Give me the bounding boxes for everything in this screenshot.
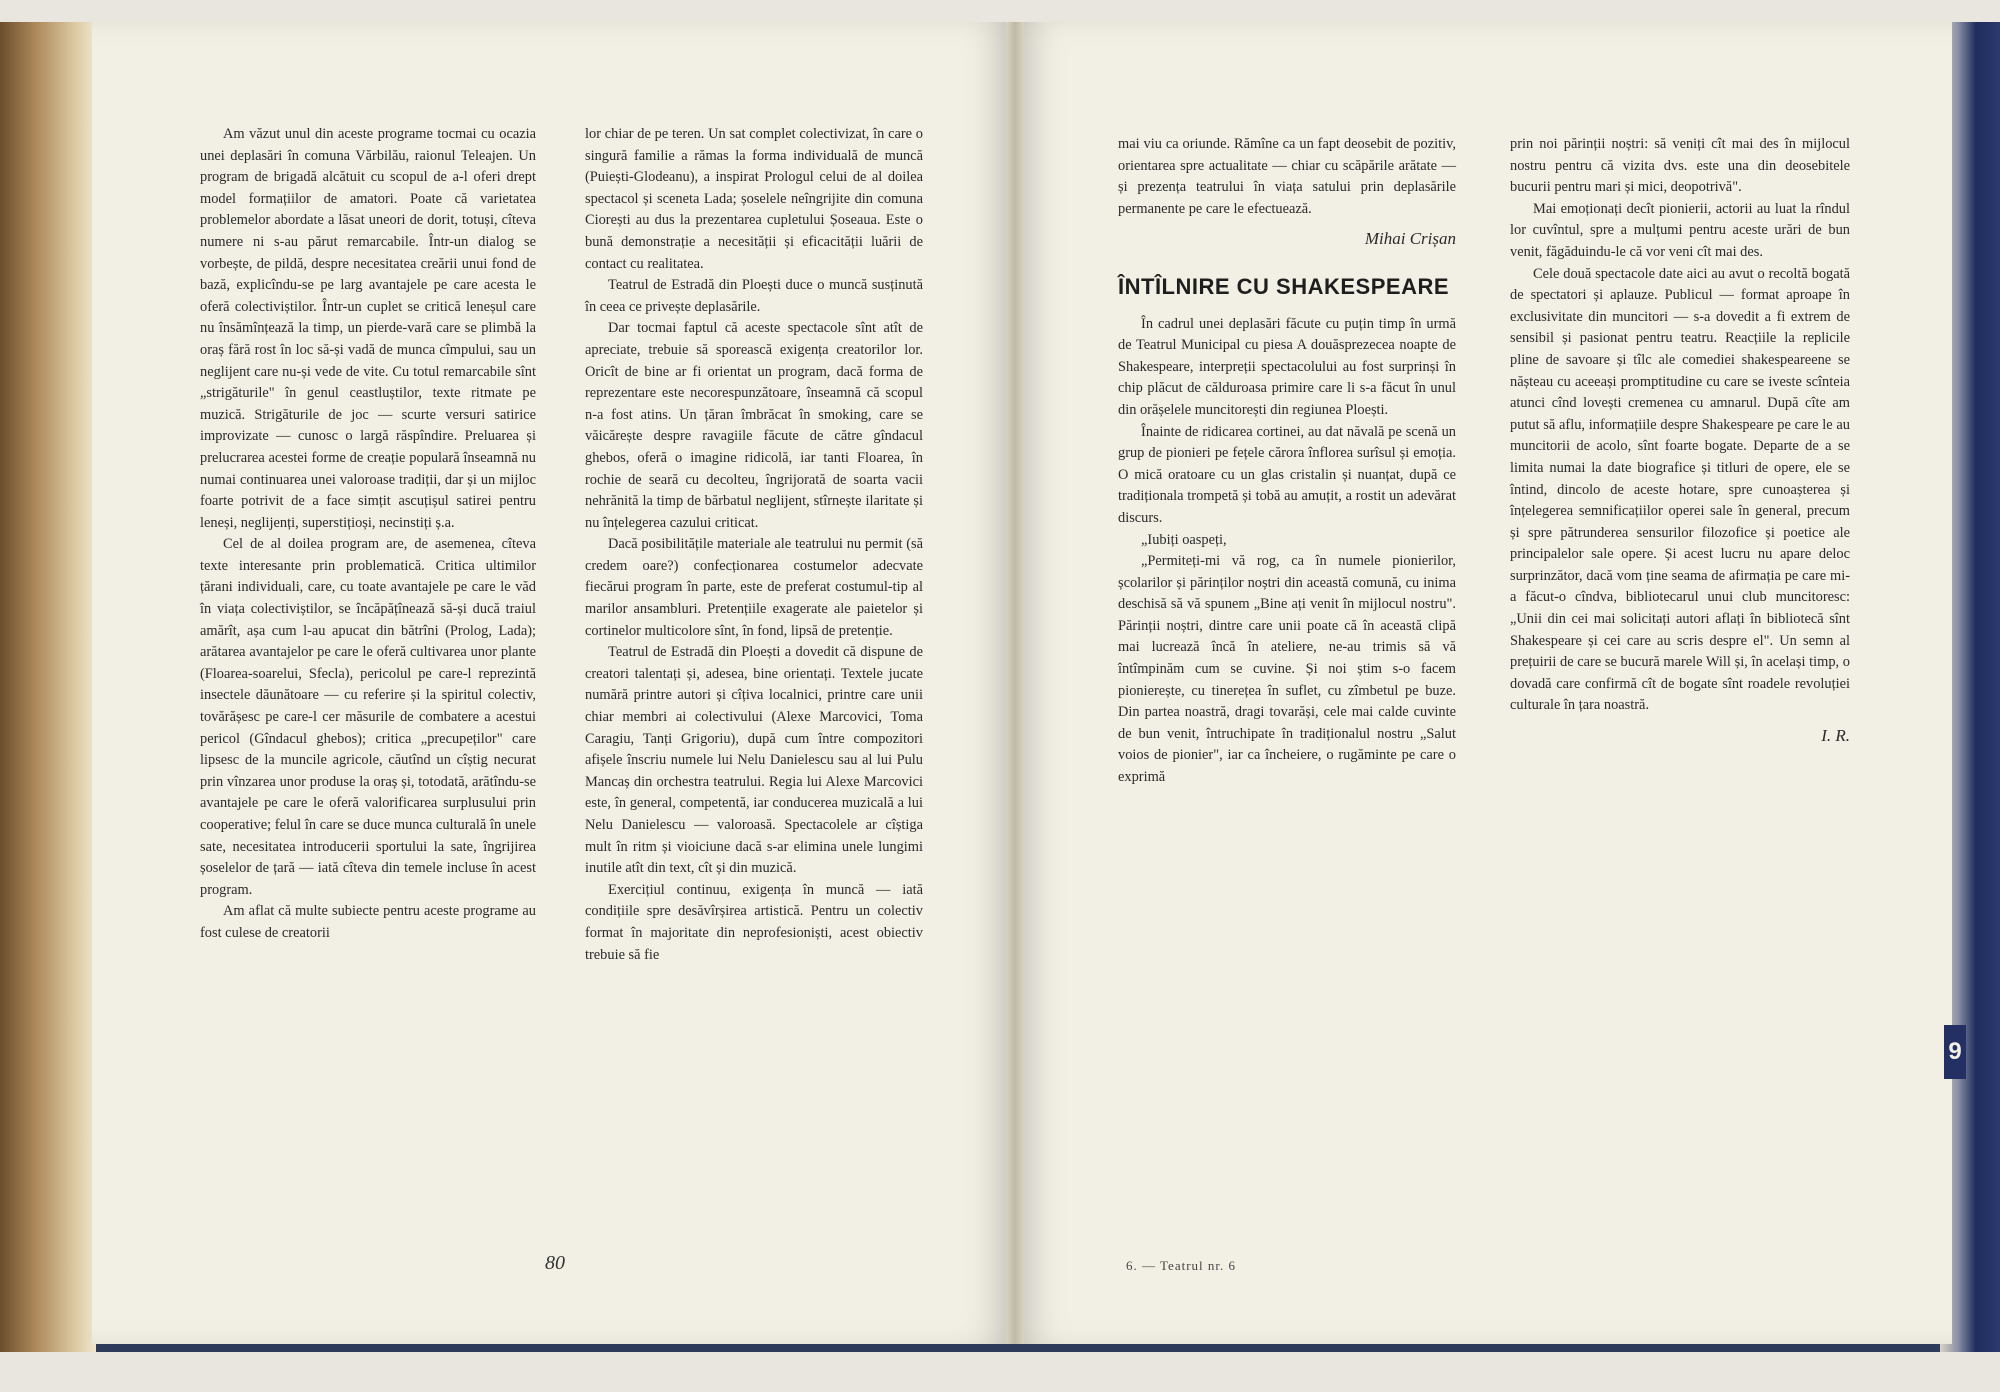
left-page-column-2 [585, 124, 923, 966]
paragraph: lor chiar de pe teren. Un sat complet colectivizat, în care o singură familie a rămas la forma individuală de muncă (Puiești-Glodeanu), a inspirat Prologul celui de al doilea spectacol și sceneta Lada; șoselele neîngrijite din comuna Ciorești au dus la prezentarea cupletului Șoseaua. Este o bună demonstrație a necesității și eficacității luării de contact cu realitatea. [585, 126, 923, 272]
paragraph: Dar tocmai faptul că aceste spectacole sînt atît de apreciate, trebuie să sporească exigența creatorilor lor. Oricît de bine ar fi orientat un program, dacă forma de reprezentare este necorespunzătoare, înseamnă că scopul n-a fost atins. Un țăran îmbrăcat în smoking, care se văicărește despre ravagiile făcute de către gîndacul ghebos, oferă o imagine ridicolă, iar tanti Floarea, în rochie de seară cu decolteu, îngrijorată de soarta vacii nehrănită la timp de bărbatul neglijent, stîrnește ilaritate și nu înțelegerea cazului criticat. [585, 320, 923, 531]
paragraph: Am aflat că multe subiecte pentru aceste programe au fost culese de creatorii [200, 903, 536, 941]
paragraph: Dacă posibilitățile materiale ale teatrului nu permit (să credem oare?) confecționarea costumelor adecvate fiecărui program în parte, este de preferat costumul-tip al marilor ansambluri. Pretențiile exagerate ale paietelor și cortinelor multicolore sînt, în fond, lipsă de pretenție. [585, 536, 923, 639]
paragraph: „Permiteți-mi vă rog, ca în numele pionierilor, școlarilor și părinților noștri din această comună, cu inima deschisă să vă spunem „Bine ați venit în mijlocul nostru". Părinții noștri, dintre care unii poate că în această clipă mai lucrează încă în ateliere, ne-au trimis să vă întîmpinăm cum se cuvine. Și noi știm s-o facem pionierește, cu tinerețea în suflet, cu zîmbetul pe buze. Din partea noastră, dragi tovarăși, cele mai calde cuvinte de bun venit, întruchipate în tradiționalul nostru „Salut voios de pionier", iar ca încheiere, o rugăminte pe care o exprimă [1118, 553, 1456, 786]
article-title: ÎNTÎLNIRE CU SHAKESPEARE [1118, 273, 1450, 299]
author-initials: I. R. [1821, 726, 1850, 746]
book-gutter [1006, 22, 1024, 1344]
paragraph: Teatrul de Estradă din Ploești a dovedit că dispune de creatori talentați și, adesea, bine orientați. Textele jucate numără printre autori și cîțiva localnici, printre care unii chiar membri ai colectivului (Alexe Marcovici, Toma Caragiu, Tanți Grigoriu), după cum între compozitori afișele înscriu numele lui Nelu Danielescu sau al lui Pulu Mancaș din orchestra teatrului. Regia lui Alexe Marcovici este, în general, competentă, iar conducerea muzicală a lui Nelu Danielescu — valoroasă. Spectacolele ar cîștiga mult în ritm și vioiciune dacă s-ar elimina unele lungimi inutile atît din text, cît și din muzică. [585, 644, 923, 877]
paragraph: Cel de al doilea program are, de asemenea, cîteva texte interesante prin problematică. Critica ultimilor țărani individuali, care, cu toate avantajele pe care le văd în viața colectiviștilor, se încăpățînează să-și ducă traiul amărît, așa cum l-au apucat din bătrîni (Prolog, Lada); arătarea avantajelor pe care le oferă cultivarea unor plante (Floarea-soarelui, Sfecla), pericolul pe care-l reprezintă insectele dăunătoare — cu referire și la spiritul colectiv, tovărășesc pe care-l cer măsurile de combatere a acestui pericol (Gîndacul ghebos); critica „precupeților" care lipsesc de la muncile agricole, căutînd un cîștig necurat prin vînzarea unor produse la oraș și, totodată, arătîndu-se avantajele pe care le oferă valorificarea surplusului prin cooperative; felul în care se duce munca culturală în unele sate, necesitatea introducerii sportului la sate, îngrijirea șoselelor de țară — iată cîteva din temele incluse în acest program. [200, 536, 536, 898]
section-tab: 9 [1944, 1025, 1966, 1079]
left-page-column-1 [200, 124, 536, 945]
right-page-column-1 [1118, 134, 1456, 789]
paragraph: Cele două spectacole date aici au avut o recoltă bogată de spectatori și aplauze. Publicul — format aproape în exclusivitate din muncitori — s-a dovedit a fi extrem de sensibil și pasionat pentru teatru. Reacțiile la replicile pline de savoare și tîlc ale comediei shakespeareene se nășteau cu aceeași promptitudine cu care se iveste scînteia atunci cînd lovești cremenea cu amnarul. După cîte am putut să aflu, informațiile despre Shakespeare pe care le au muncitorii de acolo, sînt foarte bogate. Departe de a se limita numai la date biografice și titluri de opere, ele se întind, dincolo de aceste hotare, spre cunoașterea și înțelegerea semnificațiilor operei sale în general, precum și spre pătrunderea sensurilor filozofice și poetice ale principalelor sale opere. Și acest lucru nu apare deloc surprinzător, dacă vom ține seama de afirmația pe care mi-a făcut-o cîndva, bibliotecarul unui club muncitoresc: „Unii din cei mai solicitați autori aflați în bibliotecă sînt Shakespeare și cei care au scris despre el". Un semn al prețuirii de care se bucură marele Will și, în același timp, o dovadă care confirmă cît de bogate sînt roadele revoluției culturale în țara noastră. [1510, 265, 1850, 714]
page-number: 80 [545, 1252, 565, 1274]
paragraph: Mai emoționați decît pionierii, actorii au luat la rîndul lor cuvîntul, spre a mulțumi pentru aceste urări de bun venit, făgăduindu-le că vor veni cît mai des. [1510, 200, 1850, 260]
paragraph: Exercițiul continuu, exigența în muncă — iată condițiile spre desăvîrșirea artistică. Pentru un colectiv format în majoritate din neprofesioniști, acest obiectiv trebuie să fie [585, 881, 923, 963]
paragraph: Teatrul de Estradă din Ploești duce o muncă susținută în ceea ce privește deplasările. [585, 277, 923, 315]
right-page-column-2 [1510, 134, 1850, 747]
page-footer: 6. — Teatrul nr. 6 [1126, 1258, 1237, 1273]
left-page-edges [0, 22, 96, 1352]
author-signature: Mihai Crișan [1364, 229, 1456, 249]
scan-bottom-margin [0, 1352, 2000, 1392]
scan-top-margin [0, 0, 2000, 24]
paragraph: mai viu ca oriunde. Rămîne ca un fapt deosebit de pozitiv, orientarea spre actualitate — chiar cu scăpările arătate — și prezența teatrului în viața satului prin deplasările permanente pe care le efectuează. [1118, 136, 1456, 217]
paragraph: „Iubiți oaspeți, [1141, 531, 1227, 548]
paragraph: Am văzut unul din aceste programe tocmai cu ocazia unei deplasări în comuna Vărbilău, raionul Teleajen. Un program de brigadă alcătuit cu scopul de a-l oferi drept model formațiilor de amatori. Poate că varietatea problemelor abordate a lăsat uneori de dorit, totuși, cîteva numere ni s-au părut remarcabile. Într-un dialog se vorbește, de pildă, despre necesitatea creării unui fond de bază, explicîndu-se pe larg avantajele pe care acesta le oferă colectiviștilor. Într-un cuplet se critică leneșul care nu însămînțează la timp, un pierde-vară care se plimbă la oraș fără rost în loc să-și vadă de munca cîmpului, sau un neglijent care nu-și vede de vite. Cu totul remarcabile sînt „strigăturile" în genul ceastluștilor, texte ritmate pe muzică. Strigăturile de joc — scurte versuri satirice improvizate — cunosc o largă răspîndire. Preluarea și prelucrarea acestei forme de creație populară înseamnă nu numai continuarea unei valoroase tradiții, dar și un mijloc foarte potrivit de a face simțit ascuțișul satirei pentru leneși, neglijenți, superstițioși, necinstiți ș.a. [200, 126, 536, 531]
paragraph: În cadrul unei deplasări făcute cu puțin timp în urmă de Teatrul Municipal cu piesa A douăsprezecea noapte de Shakespeare, interpreții spectacolului au fost surprinși în chip plăcut de călduroasa primire care li s-a făcut în unul din orășelele muncitorești din regiunea Ploești. [1118, 315, 1456, 418]
paragraph: prin noi părinții noștri: să veniți cît mai des în mijlocul nostru pentru că vizita dvs. este una din deosebitele bucurii pentru mari și mici, deopotrivă". [1510, 136, 1850, 196]
paragraph: Înainte de ridicarea cortinei, au dat năvală pe scenă un grup de pionieri pe fețele cărora înflorea surîsul și emoția. O mică oratoare cu un glas cristalin și nuanțat, după ce tradiționala trompetă și tobă au amuțit, a rostit un adevărat discurs. [1118, 423, 1456, 526]
